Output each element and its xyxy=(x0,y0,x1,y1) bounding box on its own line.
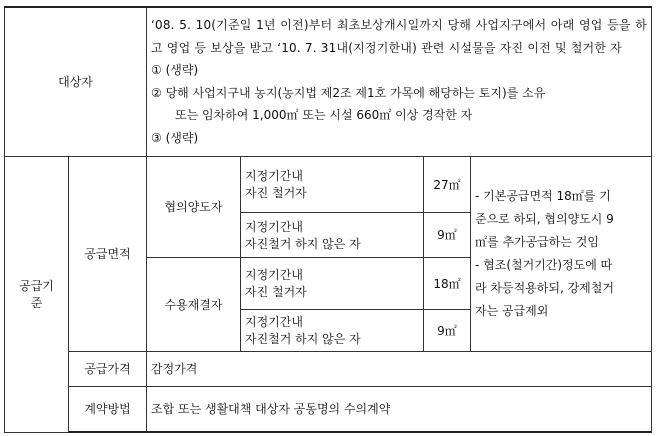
expropriated-cond-1 xyxy=(241,257,424,309)
negotiated-area-1: 27㎡ xyxy=(424,156,471,212)
target-label: 대상자 xyxy=(5,7,147,156)
cond-line: 자진 철거자 xyxy=(245,285,307,299)
negotiated-cond-2 xyxy=(241,212,424,257)
target-paragraph: ‘08. 5. 10(기준일 1년 이전)부터 최초보상개시일까지 당해 사업지구에서 아래 영업 등을 하고 영업 등 보상을 받고 ‘10. 7. 31내(지정기한내) 관련 시설물을 자진 이전 및 철거한 자 xyxy=(151,18,648,55)
price-value: 감정가격 xyxy=(147,351,652,386)
note-line: 준으로 하되, 협의양도시 9 xyxy=(475,211,614,226)
target-row xyxy=(5,7,652,156)
target-content xyxy=(147,7,652,156)
price-row xyxy=(5,351,652,386)
cond-line: 지정기간내 xyxy=(245,169,303,183)
contract-value: 조합 또는 생활대책 대상자 공동명의 수의계약 xyxy=(147,386,652,432)
cond-line: 자진철거 하지 않은 자 xyxy=(245,332,361,346)
cond-line: 자진 철거자 xyxy=(245,186,307,200)
negotiated-cond-1 xyxy=(241,156,424,212)
target-item-2-line-1: ② 당해 사업지구내 농지(농지법 제2조 제1호 가목에 해당하는 토지)를 소유 xyxy=(151,85,546,100)
expropriated-cond-2 xyxy=(241,309,424,351)
criteria-label: 공급기 준 xyxy=(5,156,69,432)
note-line: - 협조(철거기간)정도에 따 xyxy=(475,257,613,272)
note-line: 라 차등적용하되, 강제철거 xyxy=(475,280,614,295)
target-item-2-line-2: 또는 임차하여 1,000㎡ 또는 시설 660㎡ 이상 경작한 자 xyxy=(175,108,473,123)
expropriated-area-1: 18㎡ xyxy=(424,257,471,309)
supply-area-label: 공급면적 xyxy=(69,156,147,351)
note-line: - 기본공급면적 18㎡를 기 xyxy=(475,188,611,203)
note-line: 자는 공급제외 xyxy=(475,303,549,318)
note-line: ㎡를 추가공급하는 것임 xyxy=(475,234,599,249)
target-item-1: ① (생략) xyxy=(151,63,199,78)
negotiated-label: 협의양도자 xyxy=(147,156,241,257)
cond-line: 지정기간내 xyxy=(245,268,303,282)
contract-row xyxy=(5,386,652,432)
negotiated-row-1 xyxy=(5,156,652,212)
expropriated-label: 수용재결자 xyxy=(147,257,241,351)
expropriated-area-2: 9㎡ xyxy=(424,309,471,351)
contract-label: 계약방법 xyxy=(69,386,147,432)
price-label: 공급가격 xyxy=(69,351,147,386)
cond-line: 자진철거 하지 않은 자 xyxy=(245,236,361,251)
supply-note xyxy=(471,156,652,351)
cond-line: 지정기간내 xyxy=(245,315,303,329)
cond-line: 지정기간내 xyxy=(245,219,303,234)
negotiated-area-2: 9㎡ xyxy=(424,212,471,257)
target-item-3: ③ (생략) xyxy=(151,130,199,145)
supply-criteria-table xyxy=(4,6,652,433)
